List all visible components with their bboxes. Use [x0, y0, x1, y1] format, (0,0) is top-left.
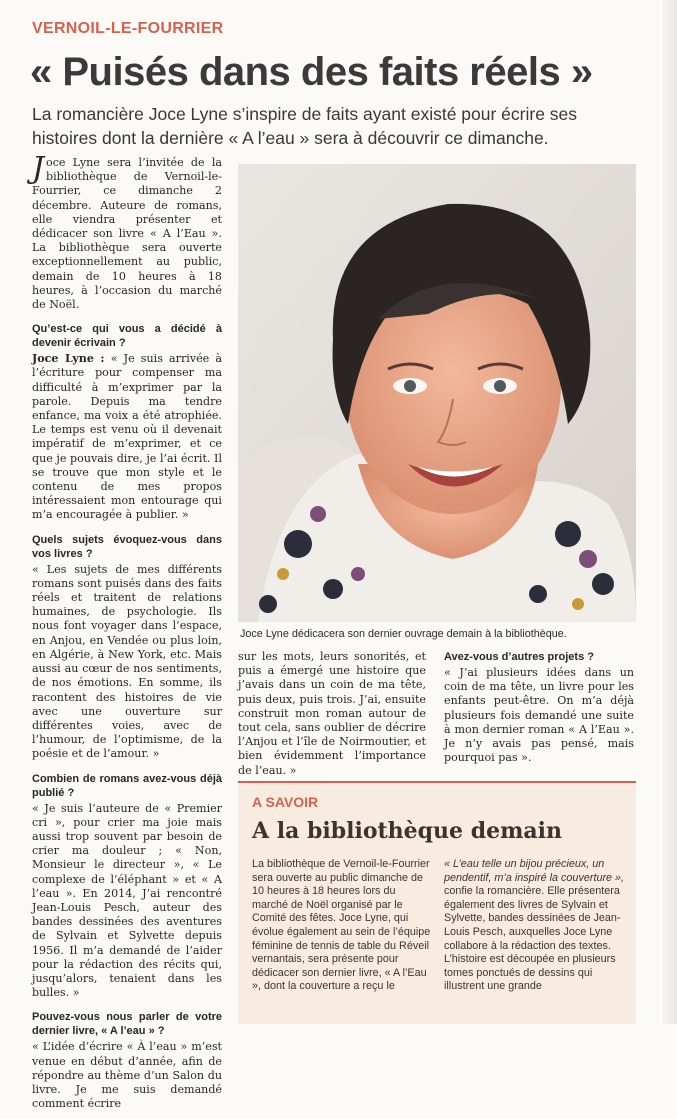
info-box-kicker: A SAVOIR	[252, 794, 319, 810]
question-5: Avez-vous d’autres projets ?	[444, 651, 594, 663]
info-box-title: A la bibliothèque demain	[252, 818, 562, 844]
portrait-illustration	[238, 164, 636, 622]
drop-cap: J	[32, 151, 45, 186]
answer-3: « Je suis l’auteure de « Premier cri », pour crier ma joie mais aussi trop souvent par besoin de crier ma douleur ; « Non, Monsieur le directeur », « Le complexe de l’éléphant » et « A l’eau ». En 2014, J’ai rencontré Jean-Louis Pesch, auteur des bandes dessinées des aventures de Sylvain et Sylvette depuis 1956. Il m’a demandé de l’aider pour la rédaction des récits qui, jusqu’alors, tenaient dans les bulles. »	[32, 801, 222, 1000]
intro-paragraph	[32, 151, 222, 312]
question-1: Qu’est-ce qui vous a décidé à devenir écrivain ?	[32, 323, 222, 350]
info-box-column-2	[444, 858, 626, 994]
location-kicker: VERNOIL-LE-FOURRIER	[32, 20, 224, 37]
answer-2: « Les sujets de mes différents romans sont puisés dans des faits réels et traitent de relations humaines, de psychologie. Ils nous font voyager dans l’espace, en Anjou, en Vendée ou plus loin, en Algérie, à New York, etc. Mais aussi au cœur de nos sentiments, de nos émotions. En somme, ils racontent des histoires de vie avec une ouverture sur différentes voies, avec de l’humour, de l’optimisme, de la poésie et de l’amour. »	[32, 562, 222, 761]
article-column-2	[238, 650, 426, 786]
info-box-quote: « L’eau telle un bijou précieux, un pendentif, m’a inspiré la couverture »,	[444, 858, 625, 884]
answer-1-text: « Je suis arrivée à l’écriture pour compenser ma difficulté à m’exprimer par la parole. Depuis ma tendre enfance, ma voix a été atrophiée. Le temps est venu où il devenait impératif de m’exprimer, et ce que je pouvais dire, je l’ai écrit. Il se trouve que mon style et le contenu de mes propos intéressaient mon entourage qui m’a encouragée à publier. »	[32, 352, 222, 522]
article-column-3	[444, 650, 634, 773]
answer-5: « J’ai plusieurs idées dans un coin de ma tête, un livre pour les enfants peut-être. On m’a déjà plusieurs fois demandé une suite à mon dernier roman « A l’Eau ». Je n’y avais pas pensé, mais pourquoi pas ».	[444, 666, 634, 765]
question-2: Quels sujets évoquez-vous dans vos livres ?	[32, 533, 222, 560]
scan-edge	[663, 0, 677, 1024]
subheadline: La romancière Joce Lyne s’inspire de faits ayant existé pour écrire ses histoires dont la dernière « A l’eau » sera à découvrir ce dimanche.	[32, 104, 578, 148]
info-box-column-2-text: confie la romancière. Elle présentera également des livres de Sylvain et Sylvette, bandes dessinées de Jean-Louis Pesch, auxquelles Joce Lyne collabore à la rédaction des textes. L’histoire est découpée en plusieurs tomes ponctués de dessins qui illustrent une grande	[444, 885, 621, 993]
question-3: Combien de romans avez-vous déjà publié ?	[32, 772, 222, 799]
article-column-1	[32, 151, 222, 1119]
headline: « Puisés dans des faits réels »	[30, 50, 593, 94]
intro-text: oce Lyne sera l’invitée de la bibliothèque de Vernoil-le-Fourrier, ce dimanche 2 décembre. Auteure de romans, elle viendra présenter et dédicacer son livre « A l’Eau ». La bibliothèque sera ouverte exceptionnellement au public, demain de 10 heures à 18 heures, à l’occasion du marché de Noël.	[32, 156, 222, 312]
author-photo	[238, 164, 636, 622]
info-box-column-1: La bibliothèque de Vernoil-le-Fourrier sera ouverte au public dimanche de 10 heures à 18 heures lors du marché de Noël organisé par le Comité des fêtes. Joce Lyne, qui évolue également au sein de l’équipe féminine de tennis de table du Réveil vernantais, sera présente pour dédicacer son dernier livre, « A l’Eau », dont la couverture a reçu le	[252, 858, 431, 993]
info-box-rule	[238, 781, 636, 783]
photo-caption: Joce Lyne dédicacera son dernier ouvrage demain à la bibliothèque.	[240, 628, 567, 640]
column-2-text: sur les mots, leurs sonorités, et puis a émergé une histoire que j’avais dans un coin de ma tête, puis deux, puis trois. J’ai, ensuite construit mon roman autour de tout cela, sans oublier de décrire l’Anjou et l’île de Noirmoutier, et bien évidemment l’importance de l’eau. »	[238, 650, 426, 777]
answer-4: « L’idée d’écrire « À l’eau » m’est venue en début d’année, afin de répondre au thème d’un Salon du livre. Je me suis demandé comment écrire	[32, 1040, 222, 1111]
answer-1	[32, 352, 222, 522]
question-4: Pouvez-vous nous parler de votre dernier livre, « A l’eau » ?	[32, 1011, 222, 1038]
speaker-name: Joce Lyne :	[32, 352, 105, 366]
